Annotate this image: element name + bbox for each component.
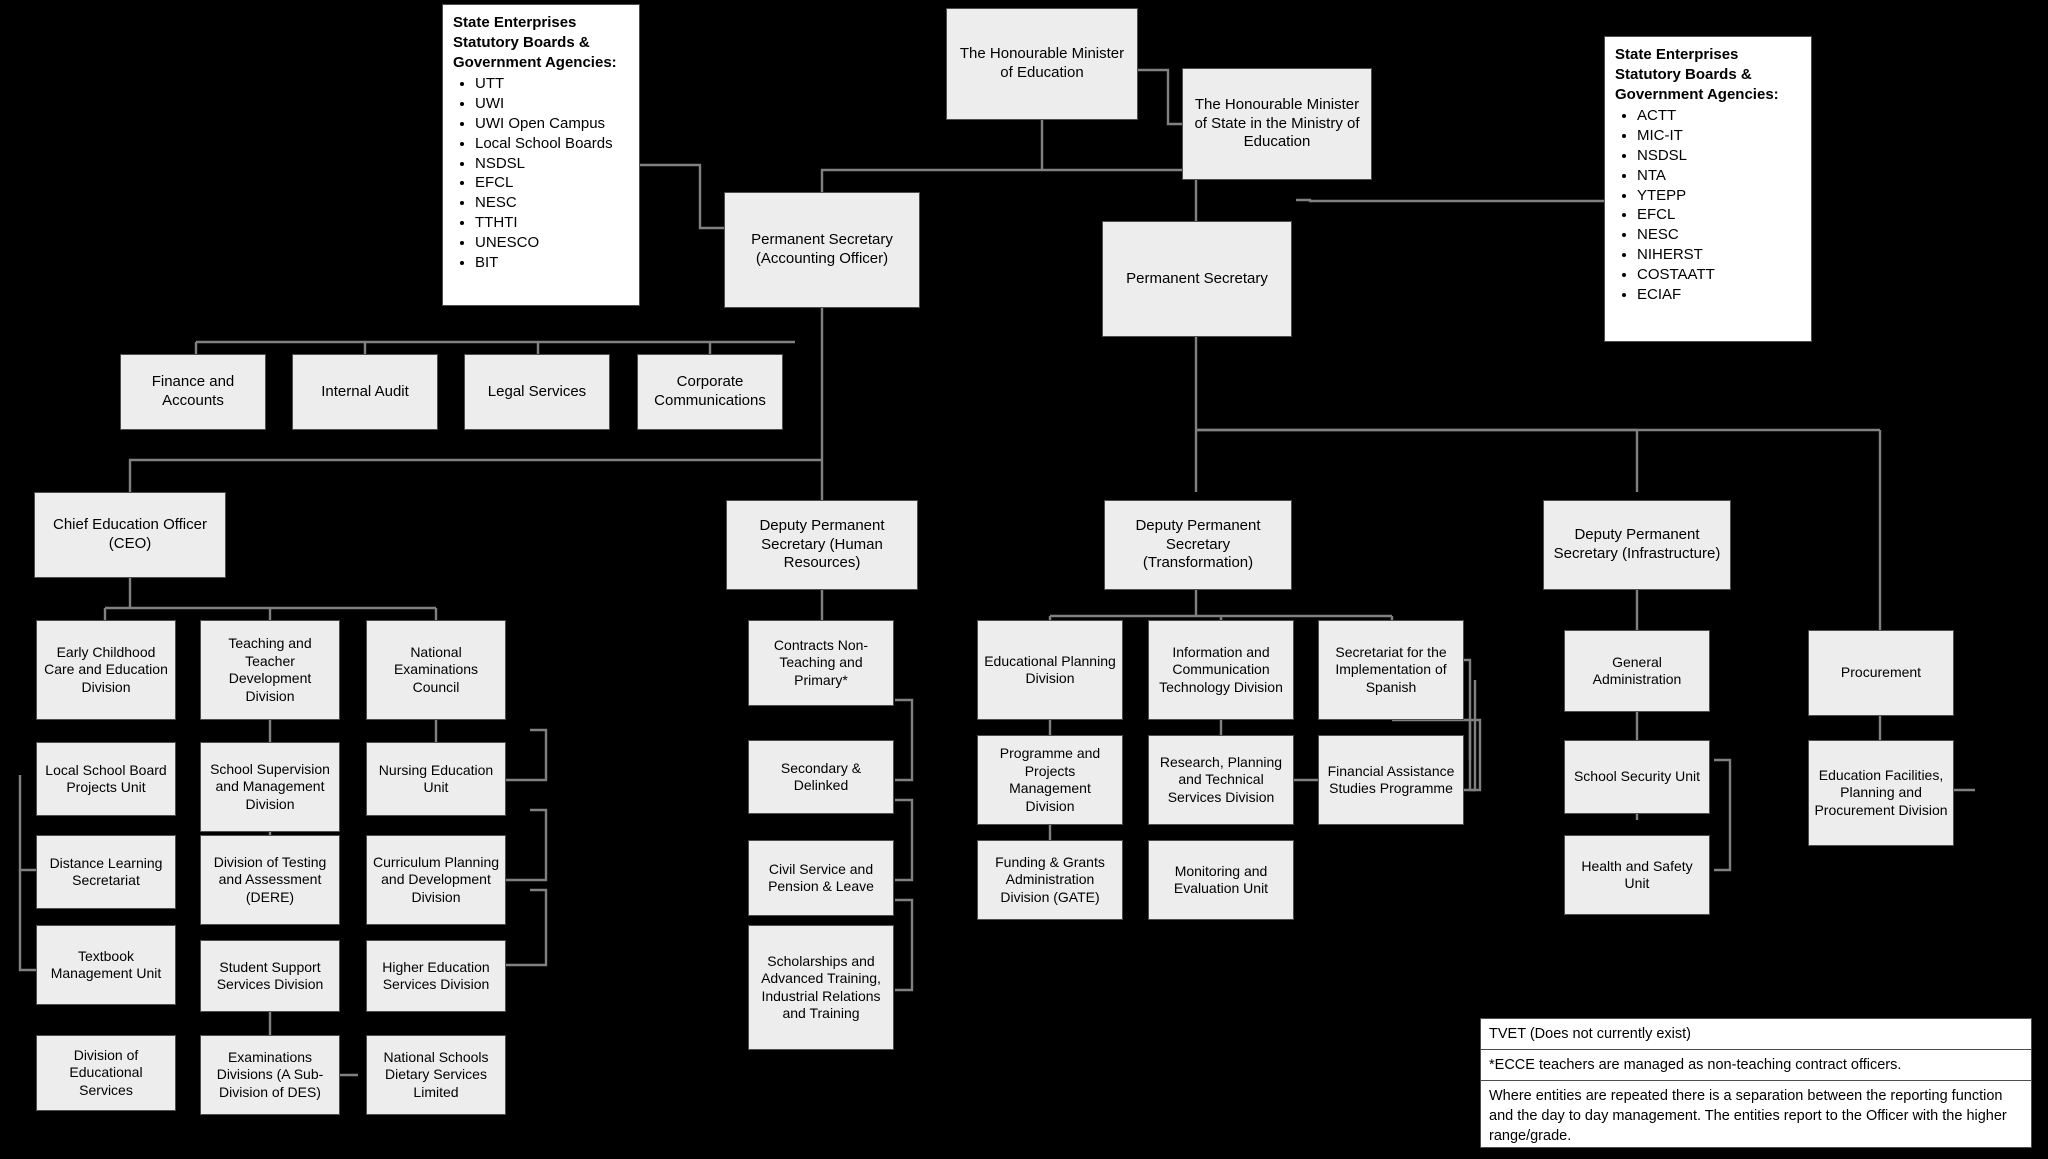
node-dps-infrastructure[interactable]: Deputy Permanent Secretary (Infrastructure) xyxy=(1543,500,1731,590)
node-secretariat-spanish[interactable]: Secretariat for the Implementation of Spanish xyxy=(1318,620,1464,720)
node-contracts-non-teaching-and-primary[interactable]: Contracts Non-Teaching and Primary* xyxy=(748,620,894,706)
node-national-examinations-council[interactable]: National Examinations Council xyxy=(366,620,506,720)
right-agencies-header-1: State Enterprises xyxy=(1615,46,1739,63)
node-ecce-division[interactable]: Early Childhood Care and Education Division xyxy=(36,620,176,720)
list-item: • NESC xyxy=(475,193,629,213)
left-agencies-header-1: State Enterprises xyxy=(453,14,577,31)
list-item: • NSDSL xyxy=(1637,146,1801,166)
node-school-supervision-and-management-division[interactable]: School Supervision and Management Division xyxy=(200,742,340,832)
node-chief-education-officer[interactable]: Chief Education Officer (CEO) xyxy=(34,492,226,578)
right-agencies-box xyxy=(1604,36,1812,342)
node-procurement[interactable]: Procurement xyxy=(1808,630,1954,716)
list-item: • EFCL xyxy=(475,173,629,193)
node-minister-of-education[interactable]: The Honourable Minister of Education xyxy=(946,8,1138,120)
list-item: • UWI xyxy=(475,94,629,114)
node-programme-and-projects-management-division[interactable]: Programme and Projects Management Division xyxy=(977,735,1123,825)
list-item: • NESC xyxy=(1637,225,1801,245)
node-secondary-and-delinked[interactable]: Secondary & Delinked xyxy=(748,740,894,814)
node-student-support-services-division[interactable]: Student Support Services Division xyxy=(200,940,340,1012)
node-teaching-and-teacher-development-division[interactable]: Teaching and Teacher Development Division xyxy=(200,620,340,720)
list-item: • Local School Boards xyxy=(475,134,629,154)
node-scholarships-and-advanced-training[interactable]: Scholarships and Advanced Training, Industrial Relations and Training xyxy=(748,925,894,1050)
node-funding-and-grants-administration-division[interactable]: Funding & Grants Administration Division (GATE) xyxy=(977,840,1123,920)
node-permanent-secretary[interactable]: Permanent Secretary xyxy=(1102,221,1292,337)
left-agencies-header-2: Statutory Boards & xyxy=(453,33,590,51)
left-agencies-header-3: Government Agencies: xyxy=(453,53,617,71)
node-financial-assistance-studies-programme[interactable]: Financial Assistance Studies Programme xyxy=(1318,735,1464,825)
node-distance-learning-secretariat[interactable]: Distance Learning Secretariat xyxy=(36,835,176,909)
list-item: • UTT xyxy=(475,74,629,94)
list-item: • NSDSL xyxy=(475,154,629,174)
node-ps-accounting-officer[interactable]: Permanent Secretary (Accounting Officer) xyxy=(724,192,920,308)
node-nursing-education-unit[interactable]: Nursing Education Unit xyxy=(366,742,506,816)
right-agencies-header-3: Government Agencies: xyxy=(1615,85,1779,103)
list-item: • TTHTI xyxy=(475,213,629,233)
node-curriculum-planning-and-development-division[interactable]: Curriculum Planning and Development Division xyxy=(366,835,506,925)
right-agencies-header-2: Statutory Boards & xyxy=(1615,65,1752,83)
right-agencies-list xyxy=(1615,106,1801,304)
list-item: • ACTT xyxy=(1637,106,1801,126)
node-general-administration[interactable]: General Administration xyxy=(1564,630,1710,712)
node-textbook-management-unit[interactable]: Textbook Management Unit xyxy=(36,925,176,1005)
node-finance-and-accounts[interactable]: Finance and Accounts xyxy=(120,354,266,430)
node-school-security-unit[interactable]: School Security Unit xyxy=(1564,740,1710,814)
node-research-planning-and-technical-services-division[interactable]: Research, Planning and Technical Services Division xyxy=(1148,735,1294,825)
legend-box xyxy=(1480,1018,2032,1148)
node-minister-of-state[interactable]: The Honourable Minister of State in the Ministry of Education xyxy=(1182,68,1372,180)
list-item: • NTA xyxy=(1637,166,1801,186)
node-corporate-communications[interactable]: Corporate Communications xyxy=(637,354,783,430)
list-item: • COSTAATT xyxy=(1637,265,1801,285)
node-ict-division[interactable]: Information and Communication Technology Division xyxy=(1148,620,1294,720)
node-legal-services[interactable]: Legal Services xyxy=(464,354,610,430)
legend-row-repeated-entities: Where entities are repeated there is a separation between the reporting function and the day to day management. The entities report to the Officer with the higher range/grade. xyxy=(1489,1088,2007,1144)
list-item: • UNESCO xyxy=(475,233,629,253)
node-division-of-educational-services[interactable]: Division of Educational Services xyxy=(36,1035,176,1111)
node-civil-service-and-pension-and-leave[interactable]: Civil Service and Pension & Leave xyxy=(748,840,894,916)
node-dps-human-resources[interactable]: Deputy Permanent Secretary (Human Resources) xyxy=(726,500,918,590)
node-health-and-safety-unit[interactable]: Health and Safety Unit xyxy=(1564,835,1710,915)
node-educational-planning-division[interactable]: Educational Planning Division xyxy=(977,620,1123,720)
node-examinations-divisions[interactable]: Examinations Divisions (A Sub-Division of DES) xyxy=(200,1035,340,1115)
left-agencies-box xyxy=(442,4,640,306)
node-local-school-board-projects-unit[interactable]: Local School Board Projects Unit xyxy=(36,742,176,816)
list-item: • BIT xyxy=(475,253,629,273)
legend-row-tvet: TVET (Does not currently exist) xyxy=(1481,1019,2031,1050)
left-agencies-list xyxy=(453,74,629,272)
legend-row-ecce-note: *ECCE teachers are managed as non-teaching contract officers. xyxy=(1481,1050,2031,1081)
node-internal-audit[interactable]: Internal Audit xyxy=(292,354,438,430)
list-item: • ECIAF xyxy=(1637,285,1801,305)
node-national-schools-dietary-services-limited[interactable]: National Schools Dietary Services Limited xyxy=(366,1035,506,1115)
list-item: • UWI Open Campus xyxy=(475,114,629,134)
node-higher-education-services-division[interactable]: Higher Education Services Division xyxy=(366,940,506,1012)
node-education-facilities-planning-and-procurement-division[interactable]: Education Facilities, Planning and Procurement Division xyxy=(1808,740,1954,846)
list-item: • MIC-IT xyxy=(1637,126,1801,146)
node-monitoring-and-evaluation-unit[interactable]: Monitoring and Evaluation Unit xyxy=(1148,840,1294,920)
list-item: • EFCL xyxy=(1637,205,1801,225)
list-item: • NIHERST xyxy=(1637,245,1801,265)
list-item: • YTEPP xyxy=(1637,186,1801,206)
node-dps-transformation[interactable]: Deputy Permanent Secretary (Transformation) xyxy=(1104,500,1292,590)
node-division-of-testing-and-assessment[interactable]: Division of Testing and Assessment (DERE) xyxy=(200,835,340,925)
